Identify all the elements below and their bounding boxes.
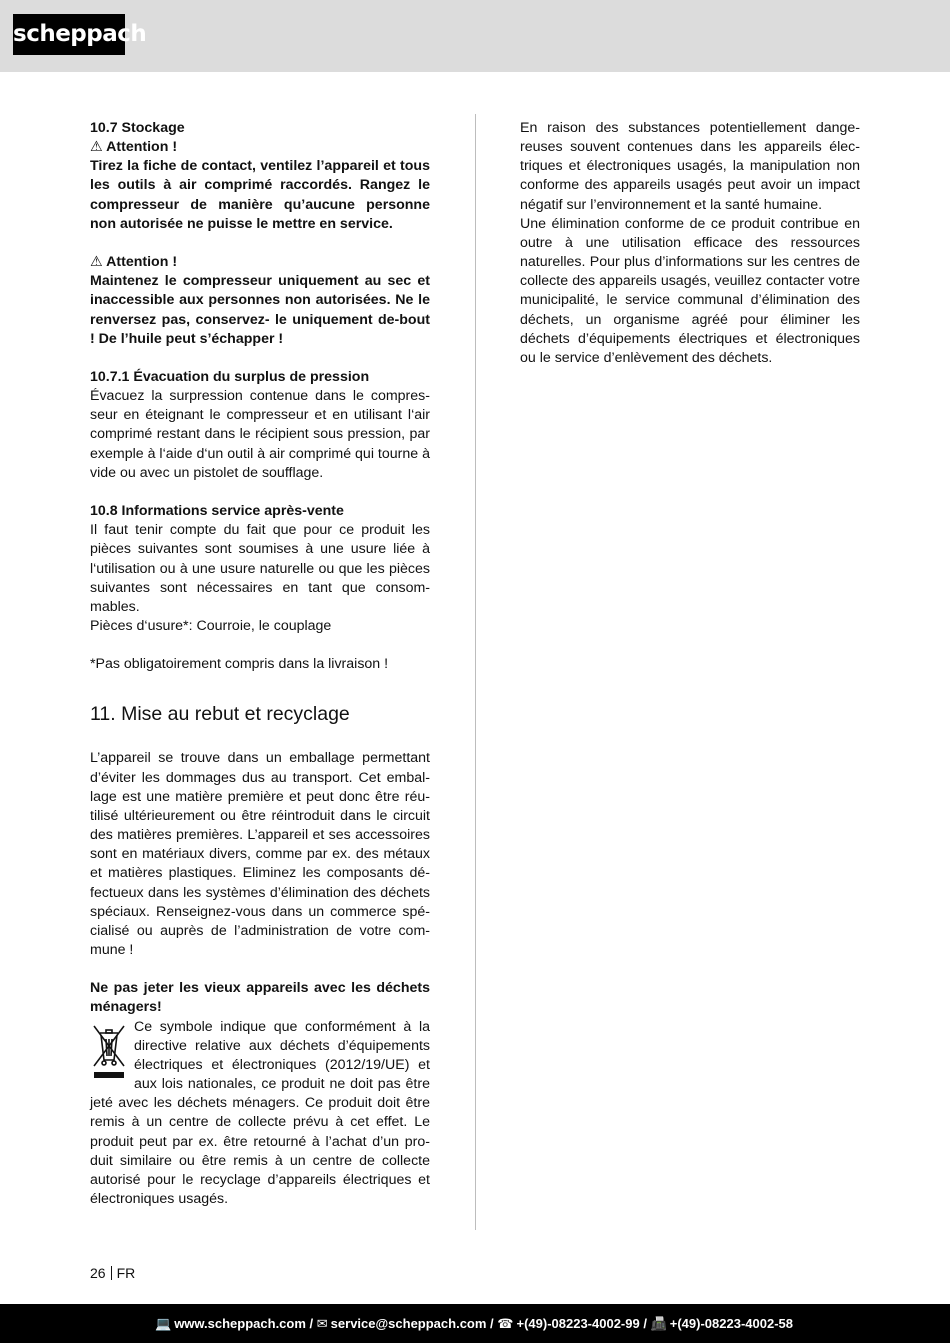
page-footer — [0, 1304, 950, 1343]
mail-icon: ✉ — [316, 1316, 328, 1331]
computer-icon: 💻 — [155, 1316, 172, 1331]
right-paragraph-2: Une élimination conforme de ce produit contribue en outre à une utilisation efficace des ressources naturelles. Pour plus d’informations sur les centres de collecte des appareils usagés, veuillez contacter votre municipalité, le service communal d’élimination des déchets, un organisme agréé pour éliminer les déchets d’équipements électriques et électroniques ou le service d’enlèvement des déchets. — [520, 215, 860, 366]
left-column — [90, 119, 430, 1209]
section-11-text: L’appareil se trouve dans un emballage permettant d’éviter les dommages dus au transport. Cet embal-lage est une matière première et peut donc être réu-tilisé ultérieurement ou être réintroduit dans le circuit des matières premières. L’appareil et ses accessoires sont en matériaux divers, comme par ex. des métaux et matières plastiques. Eliminez les composants dé-fectueux dans les systèmes d’élimination des déchets spéciaux. Renseignez-vous dans un commerce spé-cialisé ou auprès de l’administration de votre com-mune ! — [90, 750, 430, 959]
attention-text-2: Maintenez le compresseur uniquement au sec et inaccessible aux personnes non autorisées. Ne le renversez pas, conservez- le uniquement de-bout ! De l’huile peut s’échapper ! — [90, 273, 430, 347]
footer-phone: +(49)-08223-4002-99 / — [516, 1316, 647, 1331]
section-10-7-1-title: 10.7.1 Évacuation du surplus de pression — [90, 369, 370, 385]
phone-icon: ☎ — [497, 1316, 514, 1331]
footer-website[interactable]: www.scheppach.com / — [174, 1316, 314, 1331]
crossed-bin-icon — [90, 1022, 128, 1080]
page-header — [0, 0, 950, 72]
weee-block — [90, 1018, 430, 1210]
disposal-warning-title: Ne pas jeter les vieux appareils avec les déchets ménagers! — [90, 980, 430, 1016]
page-number — [90, 1264, 135, 1282]
column-divider — [475, 114, 476, 1230]
footer-email[interactable]: service@scheppach.com / — [330, 1316, 494, 1331]
section-10-7-title: 10.7 Stockage — [90, 120, 185, 136]
brand-logo: scheppach — [13, 14, 125, 55]
section-10-8-title: 10.8 Informations service après-vente — [90, 503, 344, 520]
delivery-note: *Pas obligatoirement compris dans la livraison ! — [90, 656, 389, 673]
attention-text-1: Tirez la fiche de contact, ventilez l’appareil et tous les outils à air comprimé raccordés. Rangez le compresseur de manière qu’aucune personne non autorisée ne puisse le mettre en service. — [90, 158, 430, 232]
right-paragraph-1: En raison des substances potentiellement dange-reuses souvent contenues dans les appareils élec-triques et électroniques usagés, la manipulation non conforme des appareils usagés peut avoir un impact négatif sur l’environnement et la santé humaine. — [520, 120, 860, 213]
weee-text: Ce symbole indique que conformément à la directive relative aux déchets d’équipements électriques et électroniques (2012/19/UE) et aux lois nationales, ce produit ne doit pas être jeté avec les déchets ménagers. Ce produit doit être remis à un centre de collecte prévu à cet effet. Le produit peut par ex. être retourné à l’achat d’un pro-duit similaire ou être remis à un centre de collecte autorisé pour le recyclage d’appareils électriques et électroniques usagés. — [90, 1018, 430, 1208]
wear-parts: Pièces d‘usure*: Courroie, le couplage — [90, 618, 332, 635]
fax-icon: 📠 — [650, 1316, 667, 1331]
footer-fax: +(49)-08223-4002-58 — [669, 1316, 793, 1331]
page-language: FR — [116, 1265, 136, 1281]
section-10-8-text: Il faut tenir compte du fait que pour ce produit les pièces suivantes sont soumises à une usure liée à l‘utilisation ou à une usure naturelle ou que les pièces suivantes sont nécessaires en tant que consom-mables. — [90, 522, 430, 615]
right-column — [520, 119, 860, 368]
attention-label-2: ⚠ Attention ! — [90, 254, 178, 271]
section-10-7-1-text: Évacuez la surpression contenue dans le compres-seur en éteignant le compresseur et en utilisant l‘air comprimé restant dans le récipient sous pression, par exemple à l‘aide d‘un outil à air comprimé qui tourne à vide ou avec un pistolet de soufflage. — [90, 388, 430, 481]
section-11-heading: 11. Mise au rebut et recyclage — [90, 703, 350, 726]
page-number-value: 26 — [90, 1265, 106, 1281]
attention-label-1: ⚠ Attention ! — [90, 139, 178, 156]
